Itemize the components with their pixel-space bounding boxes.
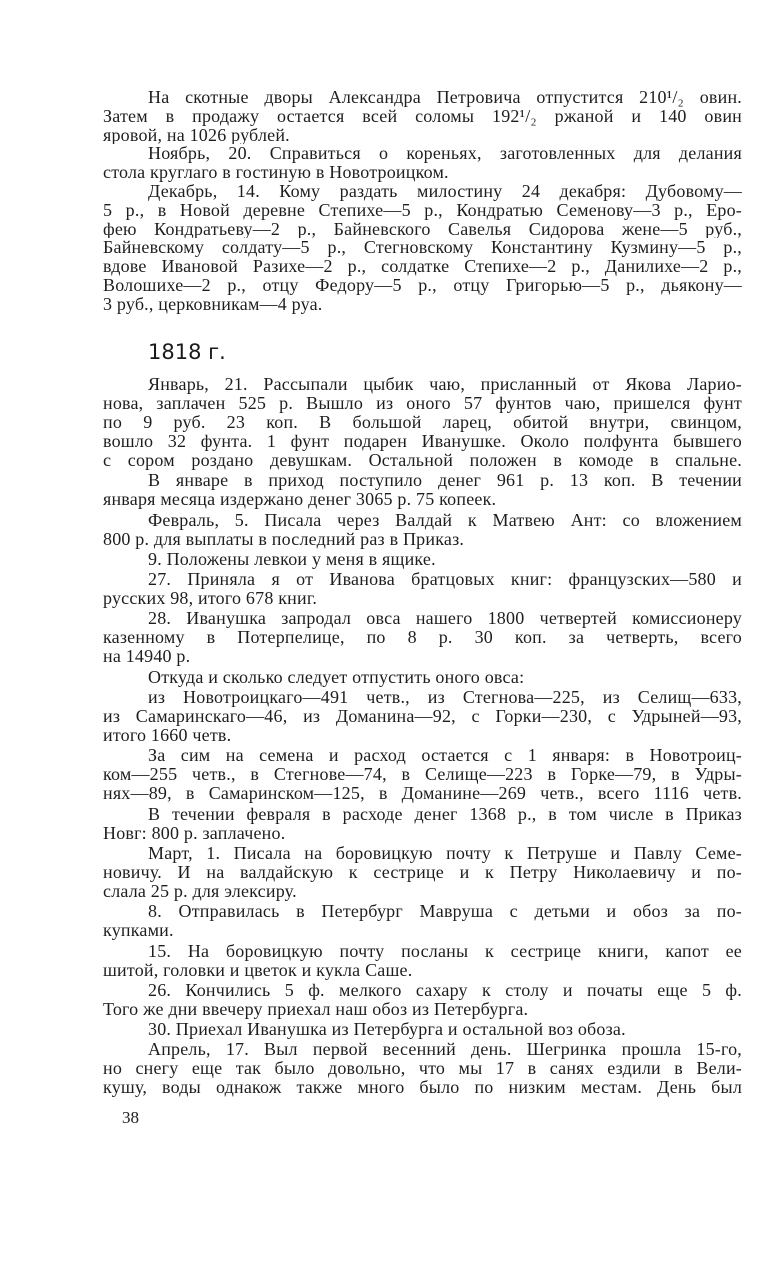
text-line: русских 98, итого 678 книг. [103,589,318,609]
text-line: купками. [103,921,174,941]
text-line: 9. Положены левкои у меня в ящике. [148,549,436,569]
paragraph [103,375,742,470]
text-line: 5 р., в Новой деревне Степихе—5 р., Кондратью Семенову—3 р., Еро- [103,200,742,220]
text-line: 30. Приехал Иванушка из Петербурга и остальной воз обоза. [148,1020,626,1040]
text-line: на 14940 р. [103,647,191,667]
text-line: нова, заплачен 525 р. Вышло из оного 57 фунтов чаю, пришелся фунт [103,394,742,413]
paragraph [103,182,742,314]
text-line: Затем в продажу остается всей соломы 192¹/₂ ржаной и 140 овин [103,106,742,126]
text-line: Байневскому солдату—5 р., Стегновскому Константину Кузмину—5 р., [103,238,742,258]
text-line: но снегу еще так было довольно, что мы 17 в санях ездили в Вели- [103,1059,742,1079]
paragraph [103,942,742,980]
paragraph [103,609,742,666]
text-line: На скотные дворы Александра Петровича отпустится 210¹/₂ овин. [148,88,742,107]
text-line: яровой, на 1026 рублей. [103,125,290,145]
text-line: Февраль, 5. Писала через Валдай к Матвею Ант: со вложением [148,510,742,530]
text-line: 3 руб., церковникам—4 руа. [103,294,323,314]
text-line: Январь, 21. Рассыпали цыбик чаю, присланный от Якова Ларио- [148,375,742,394]
paragraph [103,550,742,569]
paragraph [103,844,742,901]
paragraph [103,570,742,608]
text-line: из Новотроицкаго—491 четв., из Стегнова—225, из Селищ—633, [148,688,742,708]
text-line: В январе в приход поступило денег 961 р. 13 коп. В течении [148,471,742,491]
text-line: 800 р. для выплаты в последний раз в Приказ. [103,529,465,549]
text-line: Откуда и сколько следует отпустить оного овса: [148,667,525,687]
text-line: слала 25 р. для элексиру. [103,881,297,901]
paragraph [103,1020,742,1039]
paragraph [103,805,742,843]
text-column-top [103,88,742,314]
text-line: января месяца издержано денег 3065 р. 75 копеек. [103,490,497,510]
paragraph [103,902,742,940]
text-line: по 9 руб. 23 коп. В большой ларец, обитой внутри, свинцом, [103,413,742,432]
paragraph [103,746,742,803]
paragraph [103,471,742,509]
text-line: 28. Иванушка запродал овса нашего 1800 четвертей комиссионеру [148,609,742,629]
paragraph [103,688,742,745]
paragraph [103,1040,742,1097]
paragraph [103,511,742,549]
page-number: 38 [122,1108,139,1127]
text-line: 8. Отправилась в Петербург Мавруша с детьми и обоз за по- [148,902,742,922]
paragraph [103,668,742,687]
text-line: казенному в Потерпелице, по 8 р. 30 коп. за четверть, всего [103,628,742,648]
text-line: Новг: 800 р. заплачено. [103,823,286,843]
text-column-bottom [103,375,742,1097]
text-line: с сором роздано девушкам. Остальной положен в комоде в спальне. [103,451,742,470]
text-line: 27. Приняла я от Иванова братцовых книг: французских—580 и [148,570,742,590]
text-line: стола круглаго в гостиную в Новотроицком. [103,163,449,182]
text-line: За сим на семена и расход остается с 1 января: в Новотроиц- [148,746,742,766]
text-line: Того же дни ввечеру приехал наш обоз из Петербурга. [103,999,529,1019]
text-line: фею Кондратьеву—2 р., Байневского Савелья Сидорова жене—5 руб., [103,219,742,239]
text-line: Март, 1. Писала на боровицкую почту к Петруше и Павлу Семе- [148,843,742,863]
text-line: из Самаринскаго—46, из Доманина—92, с Горки—230, с Удрыней—93, [103,707,742,727]
paragraph [103,88,742,144]
text-line: новичу. И на валдайскую к сестрице и к Петру Николаевичу и по- [103,862,742,882]
text-line: Волошихе—2 р., отцу Федору—5 р., отцу Григорью—5 р., дьякону— [103,275,742,295]
paragraph [103,981,742,1019]
text-line: вошло 32 фунта. 1 фунт подарен Иванушке. Около полфунта бывшего [103,432,742,451]
text-line: вдове Ивановой Разихе—2 р., солдатке Степихе—2 р., Данилихе—2 р., [103,257,742,276]
text-line: итого 1660 четв. [103,726,232,746]
text-line: В течении февраля в расходе денег 1368 р., в том числе в Приказ [148,804,742,824]
year-heading: 1818 г. [148,340,226,364]
text-line: 15. На боровицкую почту посланы к сестрице книги, капот ее [148,941,742,961]
text-line: 26. Кончились 5 ф. мелкого сахару к столу и початы еще 5 ф. [148,980,742,1000]
text-line: ком—255 четв., в Стегнове—74, в Селище—223 в Горке—79, в Удры- [103,765,742,785]
text-line: шитой, головки и цветок и кукла Саше. [103,960,413,980]
text-line: нях—89, в Самаринском—125, в Доманине—269 четв., всего 1116 четв. [103,784,742,804]
text-line: кушу, воды однакож также много было по низким местам. День был [103,1078,742,1098]
text-line: Апрель, 17. Выл первой весенний день. Шегринка прошла 15-го, [148,1040,742,1060]
paragraph [103,144,742,182]
text-line: Декабрь, 14. Кому раздать милостину 24 декабря: Дубовому— [148,181,742,201]
text-line: Ноябрь, 20. Справиться о кореньях, заготовленных для делания [148,144,742,164]
